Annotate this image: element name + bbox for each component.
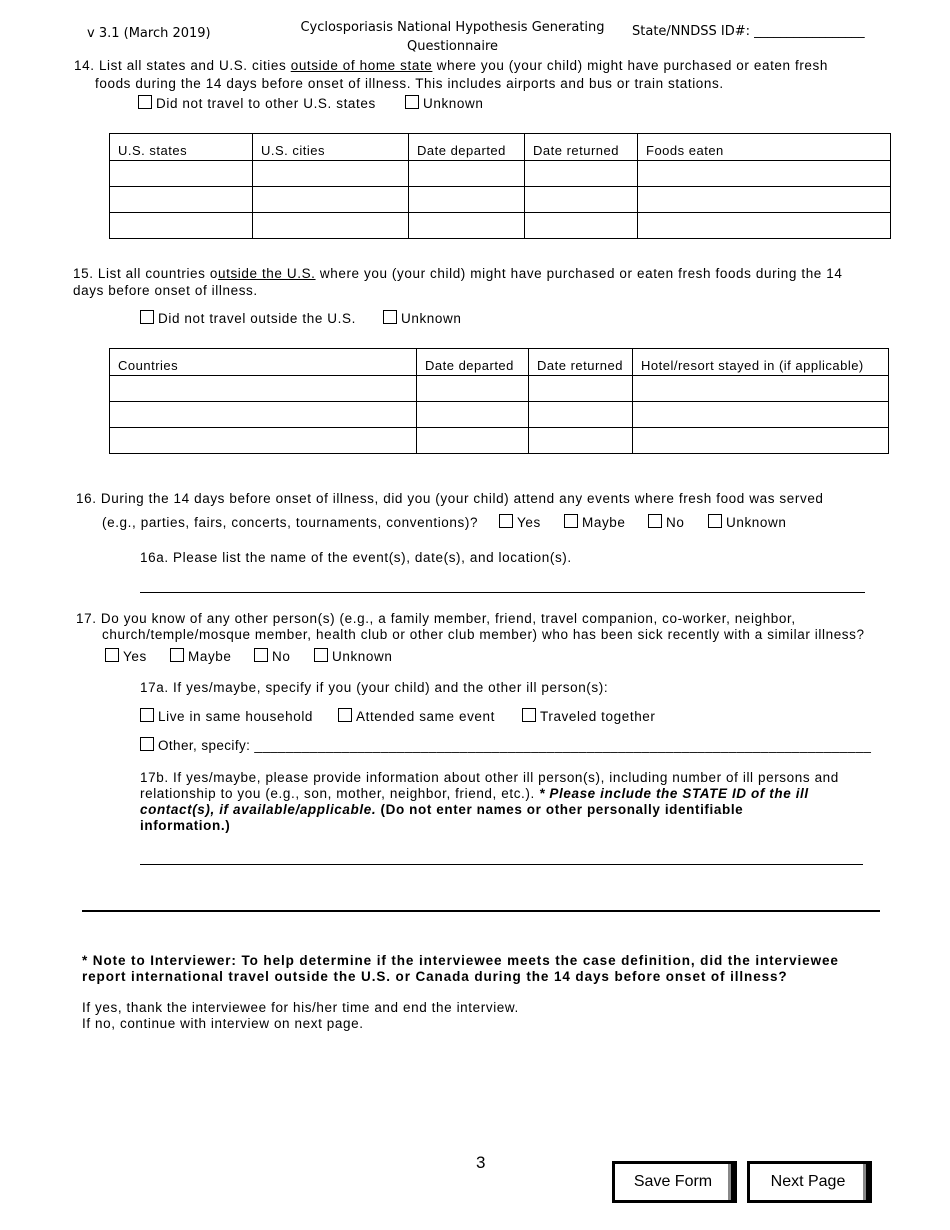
checkbox[interactable] [522, 708, 536, 722]
checkbox[interactable] [140, 708, 154, 722]
option-label: Unknown [423, 96, 484, 111]
col-header: Date returned [529, 349, 633, 376]
table-cell[interactable] [110, 187, 253, 213]
option-label: Did not travel outside the U.S. [158, 311, 356, 326]
q14-line-1 [74, 58, 828, 74]
checkbox[interactable] [648, 514, 662, 528]
option-label: No [272, 649, 291, 664]
option-label: Live in same household [158, 709, 314, 724]
q17-option-yes[interactable] [105, 648, 147, 664]
table-row[interactable] [110, 376, 889, 402]
checkbox[interactable] [105, 648, 119, 662]
col-header: U.S. cities [253, 134, 409, 161]
table-header-row [110, 134, 891, 161]
col-header: U.S. states [110, 134, 253, 161]
q15-text-a: 15. List all countries o [73, 266, 218, 281]
q17a-option-household[interactable] [140, 708, 313, 724]
table-cell[interactable] [525, 187, 638, 213]
note-line-1: * Note to Interviewer: To help determine if the interviewee meets the case definition, did the interviewee [82, 953, 839, 968]
table-cell[interactable] [253, 161, 409, 187]
note-line-3: If yes, thank the interviewee for his/her time and end the interview. [82, 1000, 519, 1015]
table-cell[interactable] [409, 161, 525, 187]
option-label: Maybe [188, 649, 232, 664]
table-cell[interactable] [529, 402, 633, 428]
next-page-button[interactable]: Next Page [747, 1161, 869, 1203]
q16-option-unknown[interactable] [708, 514, 786, 530]
q14-underline: outside of home state [290, 58, 433, 73]
q15-underline: utside the U.S. [217, 266, 316, 281]
table-row[interactable] [110, 428, 889, 454]
q17b-line-4: information.) [140, 818, 231, 833]
other-specify-field[interactable]: Other, specify: ______________________________________________________________________________ [158, 738, 872, 753]
option-label: Did not travel to other U.S. states [156, 96, 376, 111]
q17a-option-event[interactable] [338, 708, 495, 724]
table-row[interactable] [110, 213, 891, 239]
option-label: Maybe [582, 515, 626, 530]
checkbox[interactable] [314, 648, 328, 662]
table-cell[interactable] [417, 376, 529, 402]
table-cell[interactable] [525, 213, 638, 239]
q17a-text: 17a. If yes/maybe, specify if you (your child) and the other ill person(s): [140, 680, 609, 695]
table-cell[interactable] [253, 187, 409, 213]
q17a-option-traveled[interactable] [522, 708, 656, 724]
q17-option-unknown[interactable] [314, 648, 392, 664]
q17b-line-3 [140, 802, 743, 818]
option-label: No [666, 515, 685, 530]
checkbox[interactable] [138, 95, 152, 109]
table-cell[interactable] [633, 376, 889, 402]
col-header: Date departed [409, 134, 525, 161]
q17-line-2: church/temple/mosque member, health club or other club member) who has been sick recently with a similar illness? [102, 627, 865, 642]
table-cell[interactable] [417, 428, 529, 454]
table-cell[interactable] [633, 428, 889, 454]
q15-line-1 [73, 266, 842, 282]
table-row[interactable] [110, 402, 889, 428]
page-number: 3 [476, 1153, 486, 1172]
q16-option-maybe[interactable] [564, 514, 626, 530]
q14-option-no-travel[interactable] [138, 95, 376, 111]
option-label: Unknown [332, 649, 393, 664]
title-line-1: Cyclosporiasis National Hypothesis Generating [300, 20, 605, 35]
q16a-text: 16a. Please list the name of the event(s), date(s), and location(s). [140, 550, 572, 565]
table-row[interactable] [110, 187, 891, 213]
table-cell[interactable] [409, 213, 525, 239]
checkbox[interactable] [140, 310, 154, 324]
checkbox[interactable] [170, 648, 184, 662]
table-cell[interactable] [417, 402, 529, 428]
option-label: Yes [517, 515, 541, 530]
checkbox[interactable] [338, 708, 352, 722]
option-label: Unknown [726, 515, 787, 530]
checkbox[interactable] [708, 514, 722, 528]
q17-option-maybe[interactable] [170, 648, 232, 664]
col-header: Date returned [525, 134, 638, 161]
table-cell[interactable] [633, 402, 889, 428]
checkbox[interactable] [499, 514, 513, 528]
q14-text-a: List all states and U.S. cities [98, 58, 291, 73]
q16-line-2: (e.g., parties, fairs, concerts, tournaments, conventions)? [102, 515, 479, 530]
table-cell[interactable] [638, 187, 891, 213]
title-line-2: Questionnaire [406, 39, 499, 54]
q14-table [109, 133, 891, 239]
option-label: Attended same event [356, 709, 495, 724]
note-line-4: If no, continue with interview on next page. [82, 1016, 364, 1031]
q17a-option-other[interactable] [140, 737, 871, 753]
q16a-answer-line[interactable] [140, 592, 865, 593]
q17b-bold: (Do not enter names or other personally identifiable [376, 802, 744, 817]
table-cell[interactable] [110, 402, 417, 428]
q17b-answer-line[interactable] [140, 864, 863, 865]
q15-option-unknown[interactable] [383, 310, 461, 326]
q16-option-yes[interactable] [499, 514, 541, 530]
q14-text-b: where you (your child) might have purchased or eaten fresh [432, 58, 828, 73]
option-label: Yes [123, 649, 147, 664]
table-cell[interactable] [638, 161, 891, 187]
col-header: Hotel/resort stayed in (if applicable) [633, 349, 889, 376]
q14-option-unknown[interactable] [405, 95, 483, 111]
checkbox[interactable] [383, 310, 397, 324]
q16-line-1: 16. During the 14 days before onset of illness, did you (your child) attend any events where fresh food was served [76, 491, 824, 506]
table-row[interactable] [110, 161, 891, 187]
state-id-field[interactable]: State/NNDSS ID#: _________________ [632, 24, 865, 39]
checkbox[interactable] [254, 648, 268, 662]
table-cell[interactable] [110, 213, 253, 239]
section-divider [82, 910, 880, 912]
table-cell[interactable] [110, 161, 253, 187]
col-header: Foods eaten [638, 134, 891, 161]
table-cell[interactable] [253, 213, 409, 239]
checkbox[interactable] [405, 95, 419, 109]
table-cell[interactable] [638, 213, 891, 239]
q17-option-no[interactable] [254, 648, 290, 664]
table-cell[interactable] [110, 376, 417, 402]
version-label: v 3.1 (March 2019) [87, 26, 211, 41]
col-header: Date departed [417, 349, 529, 376]
table-cell[interactable] [529, 428, 633, 454]
checkbox[interactable] [140, 737, 154, 751]
q14-line-2: foods during the 14 days before onset of illness. This includes airports and bus or train stations. [95, 76, 724, 91]
q16-option-no[interactable] [648, 514, 684, 530]
q14-number: 14. [74, 58, 95, 73]
table-cell[interactable] [110, 428, 417, 454]
page-title [300, 18, 605, 56]
col-header: Countries [110, 349, 417, 376]
note-line-2: report international travel outside the U.S. or Canada during the 14 days before onset of illness? [82, 969, 788, 984]
q15-table [109, 348, 889, 454]
option-label: Unknown [401, 311, 462, 326]
q17-line-1: 17. Do you know of any other person(s) (e.g., a family member, friend, travel companion, co-worker, neighbor, [76, 611, 796, 626]
q17b-text: relationship to you (e.g., son, mother, neighbor, friend, etc.). [140, 786, 540, 801]
q17b-line-2 [140, 786, 809, 802]
table-cell[interactable] [525, 161, 638, 187]
q15-text-b: where you (your child) might have purchased or eaten fresh foods during the 14 [315, 266, 843, 281]
table-header-row [110, 349, 889, 376]
save-form-button[interactable]: Save Form [612, 1161, 734, 1203]
option-label: Traveled together [540, 709, 656, 724]
table-cell[interactable] [409, 187, 525, 213]
q17b-emphasis: * Please include the STATE ID of the ill [539, 786, 809, 801]
q15-option-no-travel[interactable] [140, 310, 356, 326]
q17b-line-1: 17b. If yes/maybe, please provide information about other ill person(s), including number of ill persons and [140, 770, 839, 785]
table-cell[interactable] [529, 376, 633, 402]
q17b-emphasis-2: contact(s), if available/applicable. [140, 802, 377, 817]
q15-line-2: days before onset of illness. [73, 283, 258, 298]
checkbox[interactable] [564, 514, 578, 528]
